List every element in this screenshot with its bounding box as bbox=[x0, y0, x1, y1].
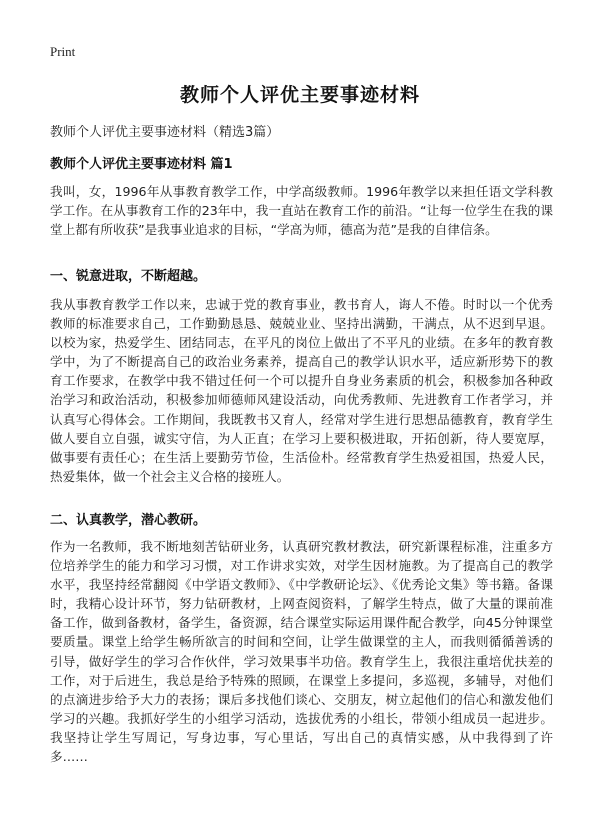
section-heading-1: 一、锐意进取，不断超越。 bbox=[50, 269, 207, 284]
intro-paragraph: 我叫，女，1996年从事教育教学工作，中学高级教师。1996年教学以来担任语文学科教学工作。在从事教育工作的23年中，我一直站在教育工作的前沿。“让每一位学生在我的课堂上都有所收获”是我事业追求的目标，“学高为师，德高为范”是我的自律信条。 bbox=[50, 184, 553, 238]
article-heading: 教师个人评优主要事迹材料 篇1 bbox=[50, 157, 233, 172]
page-title: 教师个人评优主要事迹材料 bbox=[179, 84, 420, 106]
document-subtitle: 教师个人评优主要事迹材料（精选3篇） bbox=[50, 125, 280, 140]
print-link[interactable]: Print bbox=[50, 44, 76, 59]
section-heading-2: 二、认真教学，潜心教研。 bbox=[50, 513, 207, 528]
section-body-1: 我从事教育教学工作以来，忠诚于党的教育事业，教书育人，诲人不倦。时时以一个优秀教师的标准要求自己，工作勤勤恳恳、兢兢业业、坚持出满勤，干满点，从不迟到早退。以校为家，热爱学生、团结同志，在平凡的岗位上做出了不平凡的业绩。在多年的教育教学中，为了不断提高自己的政治业务素养，提高自己的教学认识水平，适应新形势下的教育工作要求，在教学中我不错过任何一个可以提升自身业务素质的机会，积极参加各种政治学习和政治活动，积极参加师德师风建设活动，向优秀教师、先进教育工作者学习，并认真写心得体会。工作期间，我既教书又育人，经常对学生进行思想品德教育，教育学生做人要自立自强，诚实守信，为人正直；在学习上要积极进取，开拓创新，待人要宽厚，做事要有责任心；在生活上要勤劳节俭，生活俭朴。经常教育学生热爱祖国，热爱人民，热爱集体，做一个社会主义合格的接班人。 bbox=[50, 297, 553, 484]
section-body-2: 作为一名教师，我不断地刻苦钻研业务，认真研究教材教法，研究新课程标准，注重多方位培养学生的能力和学习习惯，对工作讲求实效，对学生因材施教。为了提高自己的教学水平，我坚持经常翻阅《中学语文教师》、《中学教研论坛》、《优秀论文集》等书籍。备课时，我精心设计环节，努力钻研教材，上网查阅资料，了解学生特点，做了大量的课前准备工作，做到备教材，备学生，备资源，结合课堂实际运用课件配合教学，向45分钟课堂要质量。课堂上给学生畅所欲言的时间和空间，让学生做课堂的主人，而我则循循善诱的引导，做好学生的学习合作伙伴，学习效果事半功倍。教育学生上，我很注重培优扶差的工作，对于后进生，我总是给予特殊的照顾，在课堂上多提问，多巡视，多辅导，对他们的点滴进步给予大力的表扬；课后多找他们谈心、交朋友，树立起他们的信心和激发他们学习的兴趣。我抓好学生的小组学习活动，选拔优秀的小组长，带领小组成员一起进步。我坚持让学生写周记，写身边事，写心里话，写出自己的真情实感，从中我得到了许多…… bbox=[50, 539, 553, 765]
